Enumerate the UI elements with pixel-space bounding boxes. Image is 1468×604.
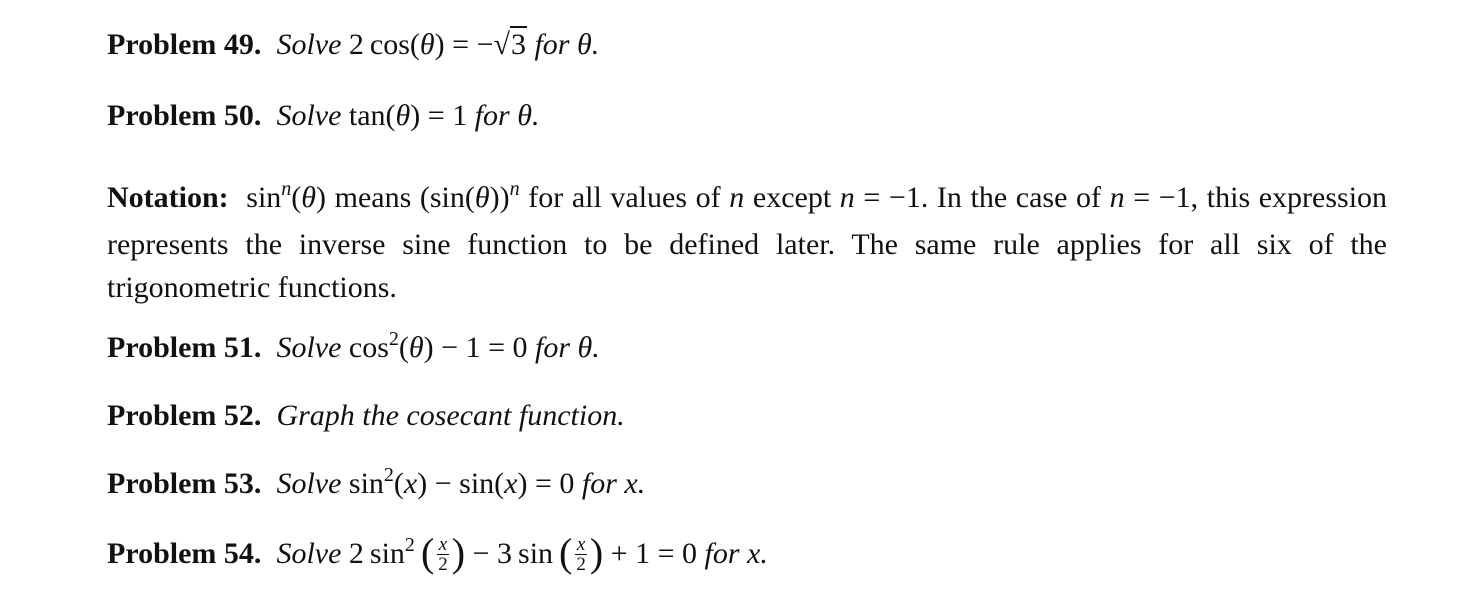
notation-text-means: means: [334, 181, 412, 214]
problem-50-equation: tan(θ) = 1: [348, 99, 468, 132]
problem-53: [107, 466, 645, 505]
problem-54-label: Problem 54.: [107, 537, 262, 570]
problem-49-suffix: for θ.: [534, 28, 600, 61]
problem-51: [107, 330, 600, 369]
problem-51-suffix: for θ.: [534, 331, 600, 364]
sqrt-symbol: √3: [493, 28, 526, 61]
problem-54-equation: 2 $\sin^2$ ( $\frac{x}{2}$ ) − 3 sin ( $\frac{x}{2}$ ) + 1 = 0: [348, 530, 698, 575]
problem-53-suffix: for x.: [581, 467, 646, 500]
problem-54-suffix: for x.: [704, 537, 768, 570]
notation-text-for-all: for all values of: [528, 181, 721, 214]
notation-text-rest: , this expression represents the inverse sine function to be defined later. The same rule applies for all six of the trigonometric functions.: [107, 181, 1388, 304]
problem-53-equation: $\sin^2(x) - \sin(x) = 0$: [348, 464, 575, 500]
problem-54: [107, 530, 768, 576]
notation-label: Notation:: [107, 181, 229, 214]
problem-50: [107, 98, 539, 134]
problem-49-prefix: Solve: [276, 28, 342, 61]
problem-54-prefix: Solve: [276, 537, 342, 570]
notation-text-except: except: [752, 181, 832, 214]
problem-50-prefix: Solve: [276, 99, 342, 132]
problem-49-label: Problem 49.: [107, 28, 262, 61]
problem-49-equation: 2 cos(θ) = −√3: [348, 28, 526, 61]
problem-51-label: Problem 51.: [107, 331, 262, 364]
fraction-x-over-2: $\frac{x}{2}$: [576, 533, 586, 575]
problem-51-equation: $\cos^2(\theta) - 1 = 0$: [348, 328, 528, 364]
problem-51-prefix: Solve: [276, 331, 342, 364]
fraction-x-over-2: $\frac{x}{2}$: [438, 533, 448, 575]
notation-text-case: . In the case of: [920, 181, 1101, 214]
problem-50-suffix: for θ.: [474, 99, 540, 132]
problem-49: [107, 27, 599, 63]
problem-53-label: Problem 53.: [107, 467, 262, 500]
notation-paragraph: Notation: $\sin^n(\theta)$ means $(\sin(\theta))^n$ for all values of n except n = −1. In the case of n = −1, this expression represents the inverse sine function to be defined later. The same rule applies for all six of the trigonometric functions.: [107, 178, 1388, 304]
problem-50-label: Problem 50.: [107, 99, 262, 132]
problem-52-text: Graph the cosecant function.: [276, 399, 625, 432]
problem-53-prefix: Solve: [276, 467, 342, 500]
problem-52-label: Problem 52.: [107, 399, 262, 432]
problem-52: [107, 398, 625, 434]
